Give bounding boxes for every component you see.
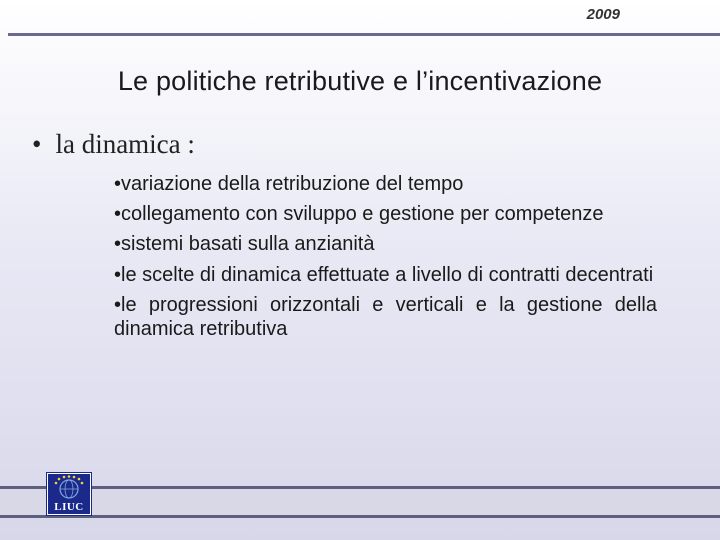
slide-title: Le politiche retributive e l’incentivazione [117,66,603,96]
logo-text: LIUC [54,501,84,513]
sub-bullet-item: •collegamento con sviluppo e gestione per competenze [114,203,604,226]
main-bullet-text: la dinamica : [55,129,195,159]
sub-bullet-item: •sistemi basati sulla anzianità [114,233,375,256]
main-bullet [32,129,195,160]
year-label: 2009 [586,6,620,23]
liuc-logo [47,473,91,515]
bullet-marker: • [32,129,42,159]
sub-bullet-item: •le progressioni orizzontali e verticali e la gestione della dinamica retributiva [114,293,657,341]
liuc-logo-icon [48,474,90,502]
sub-bullet-list [114,172,657,347]
sub-bullet-item: •variazione della retribuzione del tempo [114,173,464,195]
sub-bullet-item: •le scelte di dinamica effettuate a livello di contratti decentrati [114,263,654,286]
top-divider [8,33,720,36]
footer-bar [0,486,720,518]
